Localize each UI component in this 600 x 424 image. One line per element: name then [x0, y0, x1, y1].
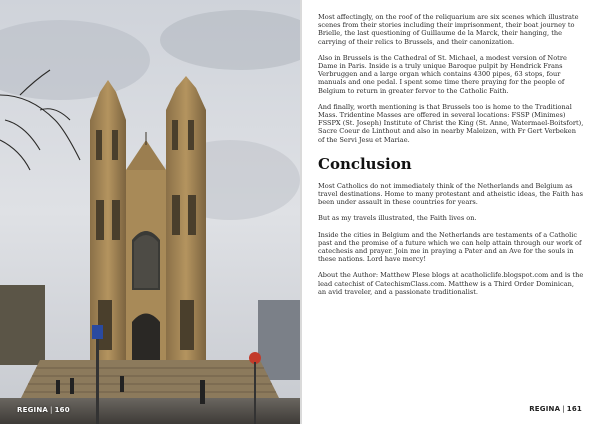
folio-right	[529, 405, 582, 413]
page-number: 160	[54, 406, 70, 414]
folio-magazine-name: REGINA	[529, 405, 561, 413]
paragraph: And finally, worth mentioning is that Brussels too is home to the Traditional Mass. Tridentine Masses are offered in several locations: FSSP (Minimes) FSSPX (St. Joseph) Institute of Christ the King (St. Anne, Watermael-Boitsfort), Sacre Coeur de Linthout and also in nearby Maleizen, with Fr Gert Verbeken of the Servi Jesu et Mariae.	[318, 102, 584, 144]
paragraph: Also in Brussels is the Cathedral of St. Michael, a modest version of Notre Dame in Paris. Inside is a truly unique Baroque pulpit by Hendrick Frans Verbruggen and a large organ which contains 4300 pipes, 63 stops, four manuals and one pedal. I spent some time there praying for the people of Belgium to return in greater fervor to the Catholic Faith.	[318, 53, 567, 95]
page-number: 161	[566, 405, 582, 413]
folio-separator: |	[50, 406, 53, 414]
paragraph: But as my travels illustrated, the Faith lives on.	[318, 214, 477, 223]
folio-magazine-name: REGINA	[17, 406, 48, 414]
author-bio: About the Author: Matthew Plese blogs at acatholiclife.blogspot.com and is the lead catechist of CatechismClass.com. Matthew is a Third Order Dominican, an avid traveler, and a passionate traditionalist.	[318, 271, 584, 296]
paragraph: Inside the cities in Belgium and the Netherlands are testaments of a Catholic past and the promise of a future which we can help attain through our work of catechesis and prayer. Join me in praying a Pater and an Ave for the souls in these nations. Lord have mercy!	[318, 230, 582, 264]
paragraph: Most affectingly, on the roof of the reliquarium are six scenes which illustrate scenes from their stories including their imprisonment, their boat journey to Brielle, the last questioning of Guillaume de la Marck, their hanging, the carrying of their relics to Brussels, and their canonization.	[318, 13, 579, 46]
article-text	[318, 13, 584, 304]
paragraph: Most Catholics do not immediately think of the Netherlands and Belgium as travel destinations. Home to many protestant and atheistic ideas, the Faith has been under assault in these countries for years.	[318, 181, 583, 207]
section-heading: Conclusion	[318, 154, 412, 173]
right-page	[302, 0, 600, 424]
folio-left	[17, 406, 70, 414]
folio-separator: |	[562, 405, 565, 413]
